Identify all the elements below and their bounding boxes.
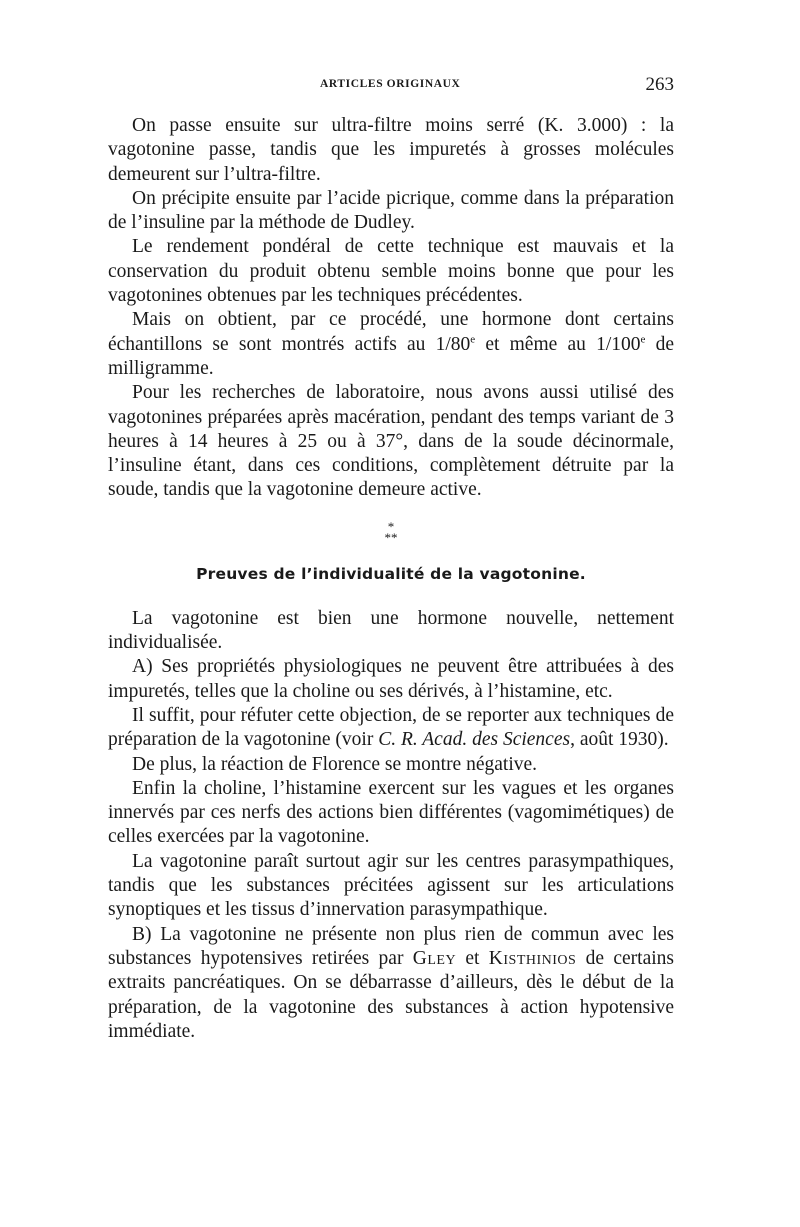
text-run: et même au 1/100 <box>475 333 641 355</box>
paragraph: Le rendement pondéral de cette technique est mauvais et la conservation du produit obtenu semble moins bonne que pour les vagotonines obtenues par les techniques précédentes. <box>108 236 674 307</box>
paragraph: On précipite ensuite par l’acide picrique, comme dans la préparation de l’insuline par la méthode de Dudley. <box>108 187 674 234</box>
text-run: , août 1930). <box>570 729 669 751</box>
paragraph: Enfin la choline, l’histamine exercent sur les vagues et les organes innervés par ces nerfs des actions bien différentes (vagomimétiques) de celles exercées par la vagotonine. <box>108 777 674 848</box>
page-number: 263 <box>645 74 674 95</box>
page-body <box>108 114 674 1044</box>
text-run: Il suffit, pour réfuter cette objection, de se reporter aux techniques de préparation de la vagotonine (voir <box>108 704 674 751</box>
paragraph <box>108 308 674 381</box>
text-run: B) La vagotonine ne présente non plus rien de commun avec les substances hypotensives retirées par <box>108 923 674 969</box>
paragraph <box>108 923 674 1044</box>
asterism-bottom: ** <box>384 529 398 545</box>
superscript: e <box>640 333 646 346</box>
author-name: Gley <box>412 947 457 969</box>
running-title: ARTICLES ORIGINAUX <box>320 78 461 90</box>
page-header <box>108 70 674 106</box>
paragraph: La vagotonine est bien une hormone nouvelle, nettement individualisée. <box>108 607 674 654</box>
text-run: de milligramme. <box>108 333 674 379</box>
asterism <box>108 518 674 545</box>
paragraph <box>108 704 674 753</box>
paragraph: La vagotonine paraît surtout agir sur les centres parasympathiques, tandis que les substances précitées agissent sur les articulations synoptiques et les tissus d’innervation parasympathique. <box>108 850 674 921</box>
author-name: Kisthinios <box>488 947 577 969</box>
document-page <box>108 70 674 1044</box>
text-run: et <box>456 947 489 969</box>
asterism-top: * <box>387 518 395 534</box>
citation: C. R. Acad. des Sciences <box>378 729 571 751</box>
section-title: Preuves de l’individualité de la vagotonine. <box>196 564 586 583</box>
text-run: de certains extraits pancréatiques. On se débarrasse d’ailleurs, dès le début de la préparation, de la vagotonine des substances à action hypotensive immédiate. <box>108 947 675 1042</box>
superscript: e <box>470 333 476 346</box>
paragraph: Pour les recherches de laboratoire, nous avons aussi utilisé des vagotonines préparées après macération, pendant des temps variant de 3 heures à 14 heures à 25 ou à 37°, dans de la soude décinormale, l’insuline étant, dans ces conditions, complètement détruite par la soude, tandis que la vagotonine demeure active. <box>108 382 674 501</box>
paragraph: A) Ses propriétés physiologiques ne peuvent être attribuées à des impuretés, telles que la choline ou ses dérivés, à l’histamine, etc. <box>108 656 674 702</box>
paragraph: De plus, la réaction de Florence se montre négative. <box>132 753 538 775</box>
paragraph: On passe ensuite sur ultra-filtre moins serré (K. 3.000) : la vagotonine passe, tandis que les impuretés à grosses molécules demeurent sur l’ultra-filtre. <box>108 115 674 185</box>
text-run: Mais on obtient, par ce procédé, une hormone dont certains échantillons se sont montrés actifs au 1/80 <box>108 309 674 355</box>
